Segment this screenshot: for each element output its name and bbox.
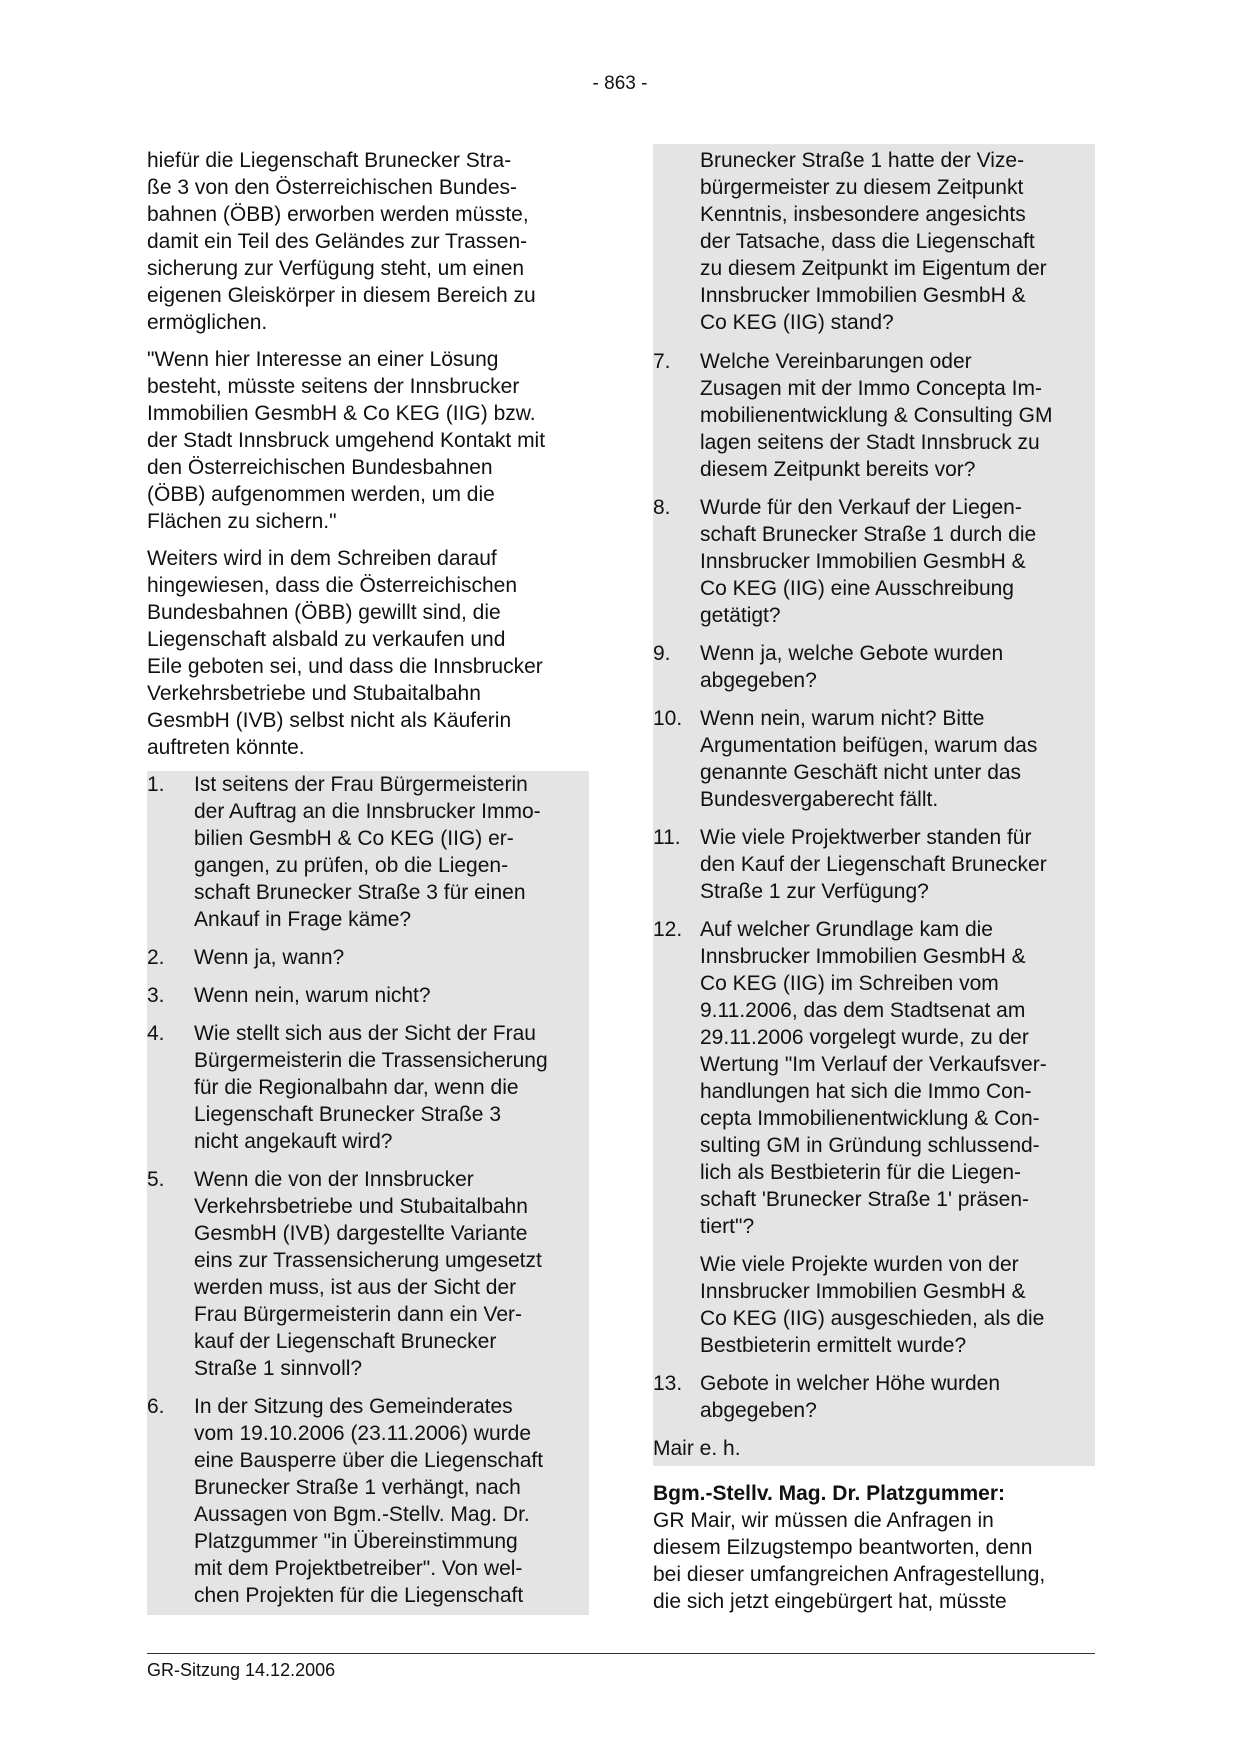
question-text: Wurde für den Verkauf der Liegen- schaft Brunecker Straße 1 durch die Innsbrucker Immobilien GesmbH & Co KEG (IIG) eine Ausschreibung getätigt? <box>700 496 1037 627</box>
question-text: Wenn nein, warum nicht? <box>194 984 431 1007</box>
question-text: Wie viele Projektwerber standen für den Kauf der Liegenschaft Brunecker Straße 1 zur Verfügung? <box>700 826 1047 903</box>
question-item <box>653 916 1095 1240</box>
questions-block-right <box>653 144 1095 1466</box>
question-number: 6. <box>147 1395 165 1418</box>
question-number: 11. <box>653 826 681 849</box>
question-text: Wie stellt sich aus der Sicht der Frau Bürgermeisterin die Trassensicherung für die Regionalbahn dar, wenn die Liegenschaft Brunecker Straße 3 nicht angekauft wird? <box>194 1022 548 1153</box>
question-number: 8. <box>653 496 671 519</box>
questions-block-left <box>147 771 589 1615</box>
question-number: 3. <box>147 984 165 1007</box>
footer-divider <box>147 1653 1095 1654</box>
question-item <box>653 640 1095 694</box>
question-continuation: Brunecker Straße 1 hatte der Vize- bürgermeister zu diesem Zeitpunkt Kenntnis, insbesondere angesichts der Tatsache, dass die Liegenschaft zu diesem Zeitpunkt im Eigentum der Innsbrucker Immobilien GesmbH & Co KEG (IIG) stand? <box>700 149 1047 334</box>
question-text: Wenn ja, welche Gebote wurden abgegeben? <box>700 642 1004 692</box>
paragraph: hiefür die Liegenschaft Brunecker Stra- ße 3 von den Österreichischen Bundes- bahnen (ÖBB) erworben werden müsste, damit ein Teil des Geländes zur Trassen- sicherung zur Verfügung steht, um einen eigenen Gleiskörper in diesem Bereich zu ermöglichen. <box>147 149 536 334</box>
speaker-name: Bgm.-Stellv. Mag. Dr. Platzgummer: <box>653 1482 1006 1505</box>
question-text: Wenn die von der Innsbrucker Verkehrsbetriebe und Stubaitalbahn GesmbH (IVB) dargestellte Variante eins zur Trassensicherung umgesetzt werden muss, ist aus der Sicht der Frau Bürgermeisterin dann ein Ver- kauf der Liegenschaft Brunecker Straße 1 sinnvoll? <box>194 1168 542 1380</box>
question-number: 12. <box>653 918 683 941</box>
paragraph: Weiters wird in dem Schreiben darauf hingewiesen, dass die Österreichischen Bundesbahnen (ÖBB) gewillt sind, die Liegenschaft alsbald zu verkaufen und Eile geboten sei, und dass die Innsbrucker Verkehrsbetriebe und Stubaitalbahn GesmbH (IVB) selbst nicht als Käuferin auftreten könnte. <box>147 547 543 759</box>
footer-session-label: GR-Sitzung 14.12.2006 <box>147 1660 336 1680</box>
question-item <box>147 1020 589 1155</box>
question-number: 10. <box>653 707 683 730</box>
question-text: In der Sitzung des Gemeinderates vom 19.10.2006 (23.11.2006) wurde eine Bausperre über die Liegenschaft Brunecker Straße 1 verhängt, nach Aussagen von Bgm.-Stellv. Mag. Dr. Platzgummer "in Übereinstimmung mit dem Projektbetreiber". Von wel- chen Projekten für die Liegenschaft <box>194 1395 544 1607</box>
question-text: Auf welcher Grundlage kam die Innsbrucker Immobilien GesmbH & Co KEG (IIG) im Schreiben vom 9.11.2006, das dem Stadtsenat am 29.11.2006 vorgelegt wurde, zu der Wertung "Im Verlauf der Verkaufsver- handlungen hat sich die Immo Con- cepta Immobilienentwicklung & Con- sulting GM in Gründung schlussend- lich als Bestbieterin für die Liegen- schaft 'Brunecker Straße 1' präsen- tiert"? <box>700 918 1047 1238</box>
question-item <box>147 982 589 1009</box>
question-text: Wenn nein, warum nicht? Bitte Argumentation beifügen, warum das genannte Geschäft nicht unter das Bundesvergaberecht fällt. <box>700 707 1038 811</box>
question-item <box>653 824 1095 905</box>
question-number: 2. <box>147 946 165 969</box>
question-text: Ist seitens der Frau Bürgermeisterin der Auftrag an die Innsbrucker Immo- bilien GesmbH & Co KEG (IIG) er- gangen, zu prüfen, ob die Liegen- schaft Brunecker Straße 3 für einen Ankauf in Frage käme? <box>194 773 541 931</box>
question-number: 5. <box>147 1168 165 1191</box>
page-number: - 863 - <box>592 73 648 94</box>
question-item <box>653 705 1095 813</box>
question-number: 1. <box>147 773 165 796</box>
question-item <box>147 771 589 933</box>
question-item <box>653 494 1095 629</box>
question-continuation: Wie viele Projekte wurden von der Innsbrucker Immobilien GesmbH & Co KEG (IIG) ausgeschieden, als die Bestbieterin ermittelt wurde? <box>700 1253 1045 1357</box>
speech-text: GR Mair, wir müssen die Anfragen in diesem Eilzugstempo beantworten, denn bei dieser umfangreichen Anfragestellung, die sich jetzt eingebürgert hat, müsste <box>653 1509 1046 1613</box>
question-item <box>653 1370 1095 1424</box>
quote-paragraph: "Wenn hier Interesse an einer Lösung besteht, müsste seitens der Innsbrucker Immobilien GesmbH & Co KEG (IIG) bzw. der Stadt Innsbruck umgehend Kontakt mit den Österreichischen Bundesbahnen (ÖBB) aufgenommen werden, um die Flächen zu sichern." <box>147 348 546 533</box>
signature: Mair e. h. <box>653 1437 741 1460</box>
question-text: Welche Vereinbarungen oder Zusagen mit der Immo Concepta Im- mobilienentwicklung & Consulting GM lagen seitens der Stadt Innsbruck zu diesem Zeitpunkt bereits vor? <box>700 350 1053 481</box>
question-item <box>653 348 1095 483</box>
question-item <box>147 1393 589 1615</box>
left-column <box>147 147 589 1615</box>
question-item <box>147 1166 589 1382</box>
question-number: 9. <box>653 642 671 665</box>
question-number: 13. <box>653 1372 683 1395</box>
right-column <box>653 147 1095 1615</box>
question-number: 4. <box>147 1022 165 1045</box>
question-text: Gebote in welcher Höhe wurden abgegeben? <box>700 1372 1001 1422</box>
question-text: Wenn ja, wann? <box>194 946 345 969</box>
question-item <box>147 944 589 971</box>
question-number: 7. <box>653 350 671 373</box>
